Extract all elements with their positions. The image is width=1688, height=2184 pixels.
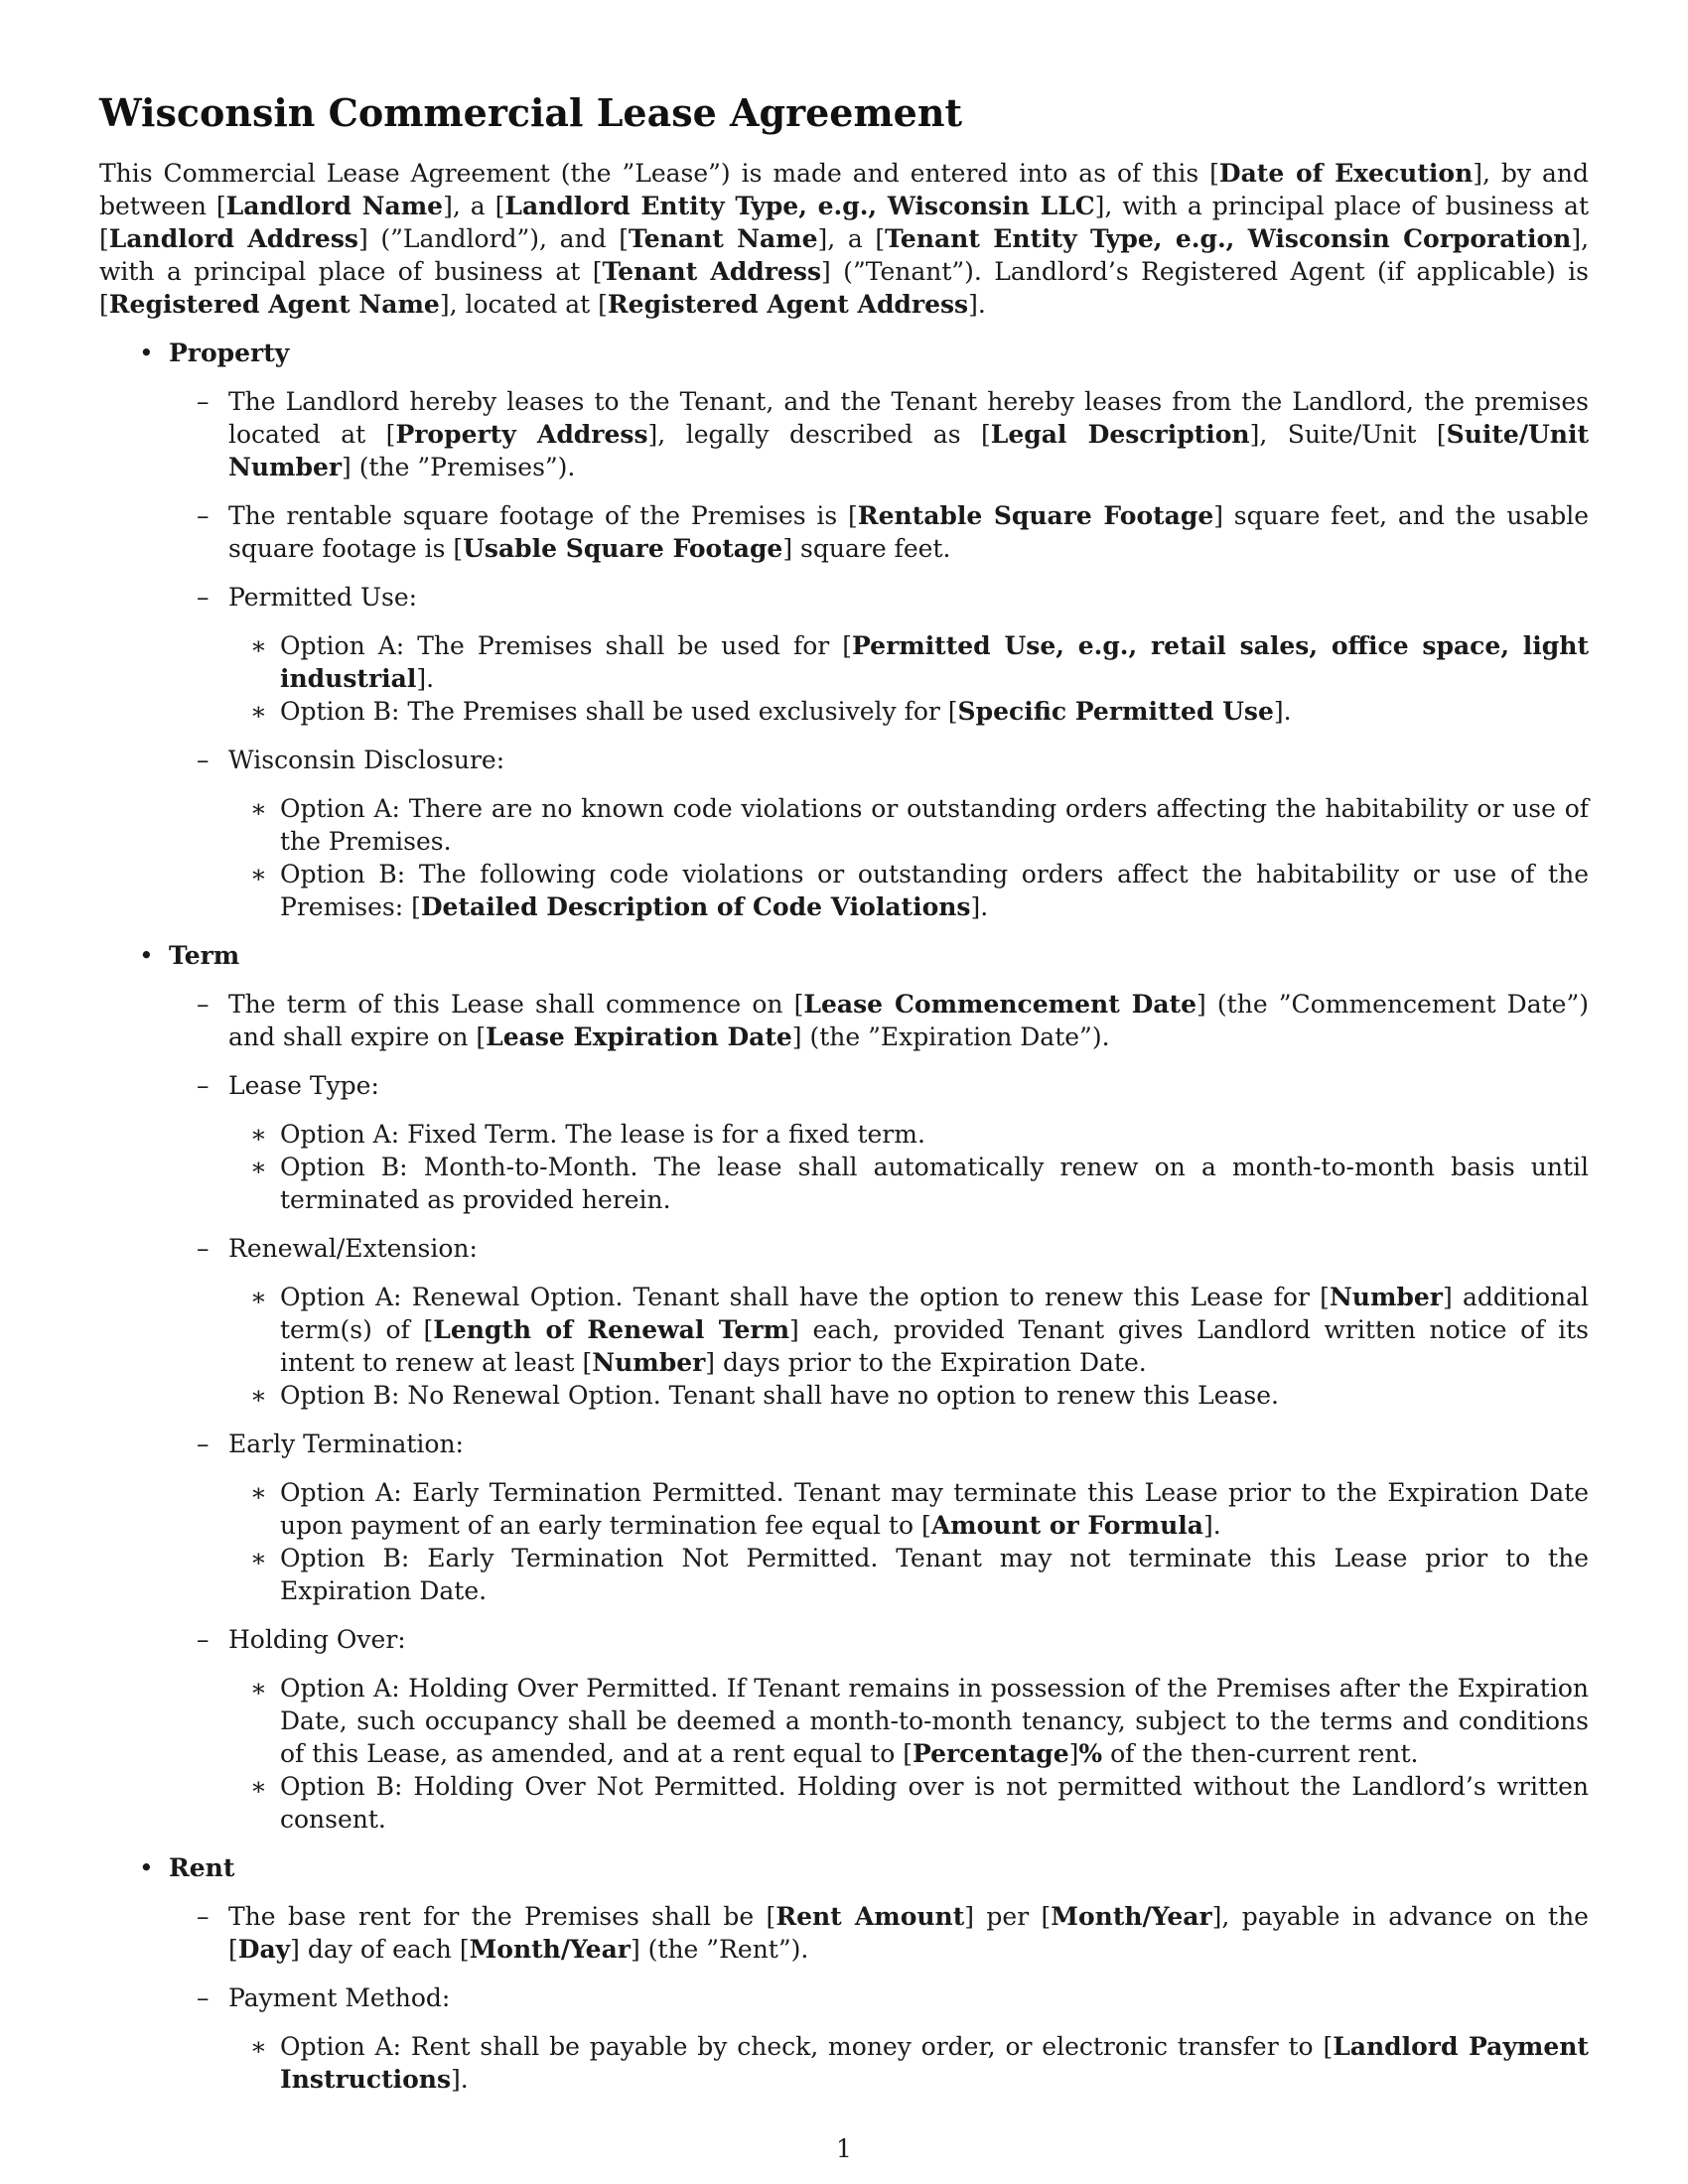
clause-text: The Landlord hereby leases to the Tenant, and the Tenant hereby leases from the Landlord, the premises located at [Property Address], legally described as [Legal Description], Suite/Unit [Suite/Unit Number] (the ”Premises”). bbox=[228, 387, 1589, 481]
option-placeholder: Percentage bbox=[912, 1739, 1069, 1768]
option-item bbox=[228, 695, 1589, 728]
clause-placeholder: Lease Expiration Date bbox=[486, 1023, 792, 1051]
option-text: Option B: Month-to-Month. The lease shall automatically renew on a month-to-month basis until terminated as provided herein. bbox=[280, 1153, 1589, 1214]
dash-icon: – bbox=[197, 1234, 210, 1263]
clause-item bbox=[169, 1981, 1589, 2096]
section-list bbox=[99, 337, 1589, 2096]
clause-item bbox=[169, 385, 1589, 483]
clause-text: Holding Over: bbox=[228, 1625, 406, 1654]
option-item bbox=[228, 1151, 1589, 1216]
option-list bbox=[228, 1672, 1589, 1836]
intro-placeholder: Registered Agent Name bbox=[108, 290, 440, 319]
option-item bbox=[228, 792, 1589, 858]
clause-item bbox=[169, 1428, 1589, 1607]
option-text: Option A: Early Termination Permitted. Tenant may terminate this Lease prior to the Expiration Date upon payment of an early termination fee equal to [Amount or Formula]. bbox=[280, 1478, 1589, 1540]
option-text: Option A: Renewal Option. Tenant shall have the option to renew this Lease for [Number] additional term(s) of [Length of Renewal Term] each, provided Tenant gives Landlord written notice of its intent to renew at least [Number] days prior to the Expiration Date. bbox=[280, 1283, 1589, 1377]
option-item bbox=[228, 1542, 1589, 1607]
option-item bbox=[228, 1281, 1589, 1379]
clause-list bbox=[169, 385, 1589, 923]
dash-icon: – bbox=[197, 990, 210, 1019]
asterisk-icon: ∗ bbox=[250, 1478, 267, 1507]
option-list bbox=[228, 792, 1589, 923]
option-item bbox=[228, 629, 1589, 695]
option-text: Option A: There are no known code violations or outstanding orders affecting the habitability or use of the Premises. bbox=[280, 794, 1589, 856]
bullet-icon: • bbox=[139, 339, 154, 367]
option-placeholder: % bbox=[1078, 1739, 1103, 1768]
option-item bbox=[228, 1118, 1589, 1151]
bullet-icon: • bbox=[139, 941, 154, 970]
dash-icon: – bbox=[197, 1071, 210, 1100]
clause-text: The term of this Lease shall commence on [Lease Commencement Date] (the ”Commencement Date”) and shall expire on [Lease Expiration Date] (the ”Expiration Date”). bbox=[228, 990, 1589, 1051]
dash-icon: – bbox=[197, 1902, 210, 1931]
clause-text: Renewal/Extension: bbox=[228, 1234, 478, 1263]
option-list bbox=[228, 1476, 1589, 1607]
page-number: 1 bbox=[836, 2134, 852, 2163]
option-text: Option B: The following code violations or outstanding orders affect the habitability or use of the Premises: [Detailed Description of Code Violations]. bbox=[280, 860, 1589, 921]
option-item bbox=[228, 1770, 1589, 1836]
section-heading: Rent bbox=[169, 1853, 235, 1882]
dash-icon: – bbox=[197, 1430, 210, 1458]
option-placeholder: Number bbox=[1329, 1283, 1443, 1311]
option-placeholder: Number bbox=[592, 1348, 706, 1377]
clause-placeholder: Day bbox=[237, 1935, 291, 1964]
asterisk-icon: ∗ bbox=[250, 1544, 267, 1572]
clause-placeholder: Rentable Square Footage bbox=[857, 501, 1214, 530]
intro-placeholder: Tenant Name bbox=[629, 224, 818, 253]
section-rent bbox=[99, 1851, 1589, 2096]
clause-list bbox=[169, 988, 1589, 1836]
dash-icon: – bbox=[197, 387, 210, 416]
asterisk-icon: ∗ bbox=[250, 860, 267, 888]
intro-placeholder: Landlord Address bbox=[108, 224, 358, 253]
option-text: Option B: The Premises shall be used exclusively for [Specific Permitted Use]. bbox=[280, 697, 1292, 726]
clause-item bbox=[169, 1900, 1589, 1966]
option-placeholder: Amount or Formula bbox=[930, 1511, 1203, 1540]
option-text: Option B: Holding Over Not Permitted. Holding over is not permitted without the Landlord’s written consent. bbox=[280, 1772, 1589, 1834]
asterisk-icon: ∗ bbox=[250, 697, 267, 726]
dash-icon: – bbox=[197, 1625, 210, 1654]
clause-text: The rentable square footage of the Premises is [Rentable Square Footage] square feet, and the usable square footage is [Usable Square Footage] square feet. bbox=[228, 501, 1589, 563]
option-placeholder: Length of Renewal Term bbox=[433, 1315, 790, 1344]
dash-icon: – bbox=[197, 501, 210, 530]
section-property bbox=[99, 337, 1589, 923]
option-item bbox=[228, 2030, 1589, 2096]
intro-placeholder: Landlord Entity Type, e.g., Wisconsin LLC bbox=[504, 192, 1095, 220]
clause-placeholder: Usable Square Footage bbox=[463, 534, 783, 563]
clause-item bbox=[169, 1232, 1589, 1412]
clause-list bbox=[169, 1900, 1589, 2096]
option-text: Option A: The Premises shall be used for [Permitted Use, e.g., retail sales, office space, light industrial]. bbox=[280, 631, 1589, 693]
intro-paragraph: This Commercial Lease Agreement (the ”Lease”) is made and entered into as of this [Date of Execution], by and between [Landlord Name], a [Landlord Entity Type, e.g., Wisconsin LLC], with a principal place of business at [Landlord Address] (”Landlord”), and [Tenant Name], a [Tenant Entity Type, e.g., Wisconsin Corporation], with a principal place of business at [Tenant Address] (”Tenant”). Landlord’s Registered Agent (if applicable) is [Registered Agent Name], located at [Registered Agent Address]. bbox=[99, 159, 1590, 319]
option-text: Option B: No Renewal Option. Tenant shall have no option to renew this Lease. bbox=[280, 1381, 1279, 1410]
intro-placeholder: Landlord Name bbox=[225, 192, 444, 220]
document-title: Wisconsin Commercial Lease Agreement bbox=[99, 90, 963, 135]
option-list bbox=[228, 2030, 1589, 2096]
option-text: Option B: Early Termination Not Permitted. Tenant may not terminate this Lease prior to the Expiration Date. bbox=[280, 1544, 1589, 1605]
section-heading: Property bbox=[169, 339, 290, 367]
option-list bbox=[228, 1118, 1589, 1216]
asterisk-icon: ∗ bbox=[250, 1153, 267, 1181]
clause-placeholder: Suite/Unit Number bbox=[228, 420, 1589, 481]
clause-text: Early Termination: bbox=[228, 1430, 464, 1458]
clause-item bbox=[169, 988, 1589, 1053]
option-list bbox=[228, 1281, 1589, 1412]
asterisk-icon: ∗ bbox=[250, 1381, 267, 1410]
option-item bbox=[228, 1476, 1589, 1542]
option-placeholder: Specific Permitted Use bbox=[957, 697, 1274, 726]
clause-placeholder: Property Address bbox=[395, 420, 648, 449]
intro-placeholder: Date of Execution bbox=[1218, 159, 1474, 188]
intro-placeholder: Registered Agent Address bbox=[607, 290, 969, 319]
option-list bbox=[228, 629, 1589, 728]
clause-placeholder: Month/Year bbox=[469, 1935, 631, 1964]
clause-text: Payment Method: bbox=[228, 1983, 451, 2012]
option-item bbox=[228, 1379, 1589, 1412]
document-page bbox=[99, 0, 1589, 2112]
asterisk-icon: ∗ bbox=[250, 631, 267, 660]
option-text: Option A: Rent shall be payable by check, money order, or electronic transfer to [Landlord Payment Instructions]. bbox=[280, 2032, 1589, 2094]
clause-placeholder: Month/Year bbox=[1051, 1902, 1212, 1931]
clause-item bbox=[169, 499, 1589, 565]
option-item bbox=[228, 858, 1589, 923]
clause-text: Wisconsin Disclosure: bbox=[228, 746, 505, 774]
option-item bbox=[228, 1672, 1589, 1770]
asterisk-icon: ∗ bbox=[250, 1120, 267, 1149]
option-text: Option A: Holding Over Permitted. If Tenant remains in possession of the Premises after the Expiration Date, such occupancy shall be deemed a month-to-month tenancy, subject to the terms and conditions of this Lease, as amended, and at a rent equal to [Percentage]% of the then-current rent. bbox=[280, 1674, 1589, 1768]
clause-placeholder: Rent Amount bbox=[775, 1902, 965, 1931]
option-text: Option A: Fixed Term. The lease is for a fixed term. bbox=[280, 1120, 925, 1149]
dash-icon: – bbox=[197, 746, 210, 774]
section-heading: Term bbox=[169, 941, 240, 970]
clause-item bbox=[169, 581, 1589, 728]
intro-placeholder: Tenant Entity Type, e.g., Wisconsin Corporation bbox=[885, 224, 1572, 253]
dash-icon: – bbox=[197, 583, 210, 612]
intro-placeholder: Tenant Address bbox=[602, 257, 822, 286]
option-placeholder: Permitted Use, e.g., retail sales, office space, light industrial bbox=[280, 631, 1589, 693]
asterisk-icon: ∗ bbox=[250, 1674, 267, 1703]
clause-placeholder: Lease Commencement Date bbox=[803, 990, 1197, 1019]
section-term bbox=[99, 939, 1589, 1836]
bullet-icon: • bbox=[139, 1853, 154, 1882]
option-placeholder: Detailed Description of Code Violations bbox=[420, 892, 971, 921]
clause-text: The base rent for the Premises shall be [Rent Amount] per [Month/Year], payable in advance on the [Day] day of each [Month/Year] (the ”Rent”). bbox=[228, 1902, 1589, 1964]
clause-placeholder: Legal Description bbox=[990, 420, 1250, 449]
clause-item bbox=[169, 1623, 1589, 1836]
dash-icon: – bbox=[197, 1983, 210, 2012]
asterisk-icon: ∗ bbox=[250, 1772, 267, 1801]
asterisk-icon: ∗ bbox=[250, 1283, 267, 1311]
clause-text: Lease Type: bbox=[228, 1071, 379, 1100]
clause-item bbox=[169, 744, 1589, 923]
clause-text: Permitted Use: bbox=[228, 583, 418, 612]
asterisk-icon: ∗ bbox=[250, 794, 267, 823]
clause-item bbox=[169, 1069, 1589, 1216]
option-placeholder: Landlord Payment Instructions bbox=[280, 2032, 1589, 2094]
asterisk-icon: ∗ bbox=[250, 2032, 267, 2061]
